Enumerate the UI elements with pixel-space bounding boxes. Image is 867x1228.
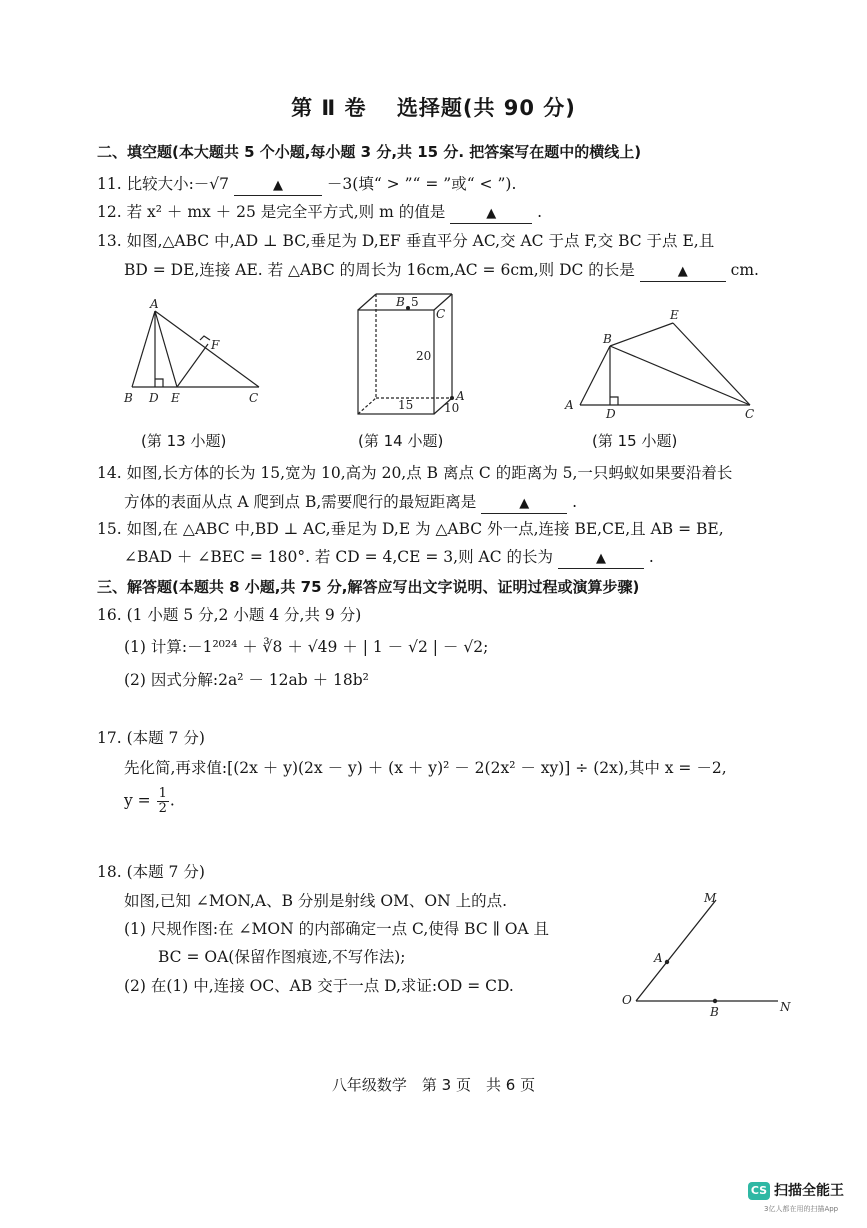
- label-a: A: [654, 951, 663, 965]
- question-18-line3: BC = OA(保留作图痕迹,不写作法);: [158, 948, 406, 966]
- label-c: C: [436, 307, 446, 321]
- question-17-head: 17. (本题 7 分): [97, 729, 205, 747]
- caption-fig-13: (第 13 小题): [141, 432, 227, 450]
- question-15-line1: 15. 如图,在 △ABC 中,BD ⊥ AC,垂足为 D,E 为 △ABC 外一点,连接 BE,CE,且 AB = BE,: [97, 520, 724, 538]
- answer-blank: ▲: [640, 261, 726, 282]
- question-13-line2: BD = DE,连接 AE. 若 △ABC 的周长为 16cm,AC = 6cm,则 DC 的长是 ▲ cm.: [124, 259, 759, 282]
- answer-blank: ▲: [234, 175, 322, 196]
- question-13-line1: 13. 如图,△ABC 中,AD ⊥ BC,垂足为 D,EF 垂直平分 AC,交 AC 于点 F,交 BC 于点 E,且: [97, 232, 715, 250]
- label-a: A: [565, 398, 574, 412]
- scanner-watermark: [748, 1179, 844, 1200]
- label-a: A: [150, 297, 159, 311]
- label-b: B: [396, 295, 405, 309]
- figure-15: [560, 305, 760, 419]
- label-b: B: [124, 391, 133, 405]
- label-10: 10: [444, 401, 460, 415]
- question-12: [97, 201, 542, 224]
- page-footer: 八年级数学 第 3 页 共 6 页: [331, 1076, 536, 1094]
- label-d: D: [606, 407, 616, 419]
- label-n: N: [780, 1000, 791, 1014]
- label-15: 15: [398, 398, 414, 412]
- label-f: F: [211, 338, 220, 352]
- question-15-line2: ∠BAD ＋ ∠BEC = 180°. 若 CD = 4,CE = 3,则 AC 的长为 ▲ .: [124, 546, 654, 569]
- label-o: O: [622, 993, 632, 1007]
- label-m: M: [704, 891, 717, 905]
- label-c: C: [249, 391, 259, 405]
- question-17-line2: y = $\frac{1}{2}$ .: [124, 786, 175, 816]
- question-18-line1: 如图,已知 ∠MON,A、B 分别是射线 OM、ON 上的点.: [124, 892, 508, 910]
- section-2-header: 二、填空题(本大题共 5 个小题,每小题 3 分,共 15 分. 把答案写在题中的横线上): [97, 143, 642, 161]
- q11-text-after: －3(填“ > ”“ = ”或“ < ”).: [326, 175, 517, 193]
- question-14-line1: 14. 如图,长方体的长为 15,宽为 10,高为 20,点 B 离点 C 的距离为 5,一只蚂蚁如果要沿着长: [97, 464, 733, 482]
- q11-text: 11. 比较大小:－√7: [97, 175, 230, 193]
- figure-13: [122, 296, 272, 408]
- label-a: A: [456, 389, 465, 403]
- question-16-part1: (1) 计算:－1²⁰²⁴ ＋ ∛8 ＋ √49 ＋ | 1 － √2 | － √2;: [124, 638, 489, 656]
- q12-text-after: .: [537, 203, 543, 221]
- section-3-header: 三、解答题(本题共 8 小题,共 75 分,解答应写出文字说明、证明过程或演算步骤): [97, 578, 640, 596]
- question-16-part2: (2) 因式分解:2a² － 12ab ＋ 18b²: [124, 671, 369, 689]
- question-16-head: 16. (1 小题 5 分,2 小题 4 分,共 9 分): [97, 606, 362, 624]
- answer-blank: ▲: [558, 548, 644, 569]
- answer-blank: ▲: [481, 493, 567, 514]
- label-b: B: [603, 332, 612, 346]
- question-17-line1: 先化简,再求值:[(2x ＋ y)(2x － y) ＋ (x ＋ y)² － 2(2x² － xy)] ÷ (2x),其中 x = －2,: [124, 759, 727, 777]
- question-11: [97, 173, 516, 196]
- label-b: B: [710, 1005, 719, 1019]
- question-18-line2: (1) 尺规作图:在 ∠MON 的内部确定一点 C,使得 BC ∥ OA 且: [124, 920, 550, 938]
- figure-14: [348, 288, 478, 418]
- camscanner-logo-icon: CS: [748, 1182, 770, 1200]
- fraction: $\frac{1}{2}$: [158, 786, 167, 816]
- label-c: C: [745, 407, 755, 419]
- label-e: E: [171, 391, 180, 405]
- watermark-name: 扫描全能王: [774, 1182, 844, 1199]
- answer-blank: ▲: [450, 203, 532, 224]
- watermark-tagline: 3亿人都在用的扫描App: [764, 1205, 839, 1213]
- label-d: D: [149, 391, 159, 405]
- question-18-head: 18. (本题 7 分): [97, 863, 205, 881]
- q12-text: 12. 若 x² ＋ mx ＋ 25 是完全平方式,则 m 的值是: [97, 203, 446, 221]
- caption-fig-15: (第 15 小题): [592, 432, 678, 450]
- label-20: 20: [416, 349, 432, 363]
- caption-fig-14: (第 14 小题): [358, 432, 444, 450]
- figure-18: [618, 890, 798, 1020]
- label-5: 5: [411, 295, 419, 309]
- page-title: 第 Ⅱ 卷 选择题(共 90 分): [291, 96, 576, 120]
- label-e: E: [670, 308, 679, 322]
- question-18-line4: (2) 在(1) 中,连接 OC、AB 交于一点 D,求证:OD = CD.: [124, 977, 514, 995]
- question-14-line2: 方体的表面从点 A 爬到点 B,需要爬行的最短距离是 ▲ .: [124, 491, 577, 514]
